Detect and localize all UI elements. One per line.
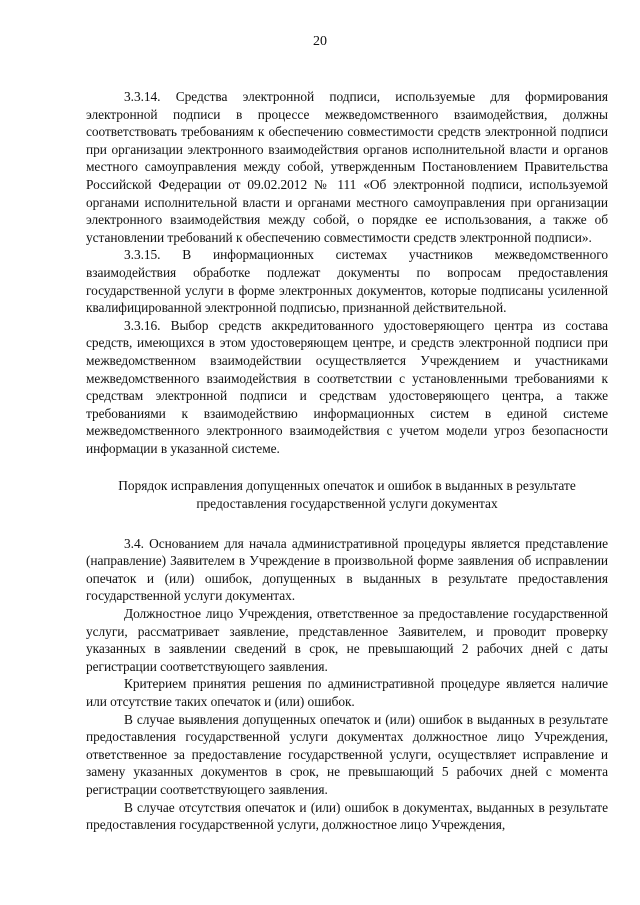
page-number: 20 [313,34,327,49]
paragraph-3-3-15: 3.3.15. В информационных системах участников межведомственного взаимодействия обработке подлежат документы по вопросам предоставления государственной услуги в форме электронных документов, которые подписаны усиленной квалифицированной электронной подписью, признанной действительной. [86,247,608,316]
paragraph-3-4: 3.4. Основанием для начала административной процедуры является представление (направление) Заявителем в Учреждение в произвольной форме заявления об исправлении опечаток и (или) ошибок, допущенных в выданных в результате предоставления государственной услуги документах. [86,535,608,604]
paragraph-3-3-16: 3.3.16. Выбор средств аккредитованного удостоверяющего центра из состава средств, имеющихся в этом удостоверяющем центре, и средств электронной подписи при межведомственном взаимодействии осуществляется Учреждением и участниками межведомственного взаимодействия в соответствии с установленными требованиями к средствам электронной подписи и средствам удостоверяющего центра, а также требованиями к взаимодействию информационных систем в единой системе межведомственного электронного взаимодействия с учетом модели угроз безопасности информации в указанной системе. [86,317,608,456]
paragraph-3-3-14: 3.3.14. Средства электронной подписи, используемые для формирования электронной подписи в процессе межведомственного взаимодействия, должны соответствовать требованиям к обеспечению совместимости средств электронной подписи при организации электронного взаимодействия органов исполнительной власти и органов местного самоуправления между собой, утвержденным Постановлением Правительства Российской Федерации от 09.02.2012 № 111 «Об электронной подписи, используемой органами исполнительной власти и органами местного самоуправления при организации электронного взаимодействия между собой, о порядке ее использования, а также об установлении требований к обеспечению совместимости средств электронной подписи». [86,89,608,245]
section-heading: Порядок исправления допущенных опечаток и ошибок в выданных в результате предоставления государственной услуги документах [118,478,576,512]
paragraph-errors-found: В случае выявления допущенных опечаток и (или) ошибок в выданных в результате предоставления государственной услуги документах должностное лицо Учреждения, ответственное за предоставление государственной услуги, осуществляет исправление и замену указанных документов в срок, не превышающий 5 рабочих дней с момента регистрации соответствующего заявления. [86,711,608,797]
paragraph-no-errors: В случае отсутствия опечаток и (или) ошибок в документах, выданных в результате предоставления государственной услуги, должностное лицо Учреждения, [86,799,608,833]
document-body [86,88,608,834]
paragraph-decision-criterion: Критерием принятия решения по административной процедуре является наличие или отсутствие таких опечаток и (или) ошибок. [86,676,608,709]
paragraph-official-review: Должностное лицо Учреждения, ответственное за предоставление государственной услуги, рассматривает заявление, представленное Заявителем, и проводит проверку указанных в заявлении сведений в срок, не превышающий 2 рабочих дней с даты регистрации соответствующего заявления. [86,606,608,674]
